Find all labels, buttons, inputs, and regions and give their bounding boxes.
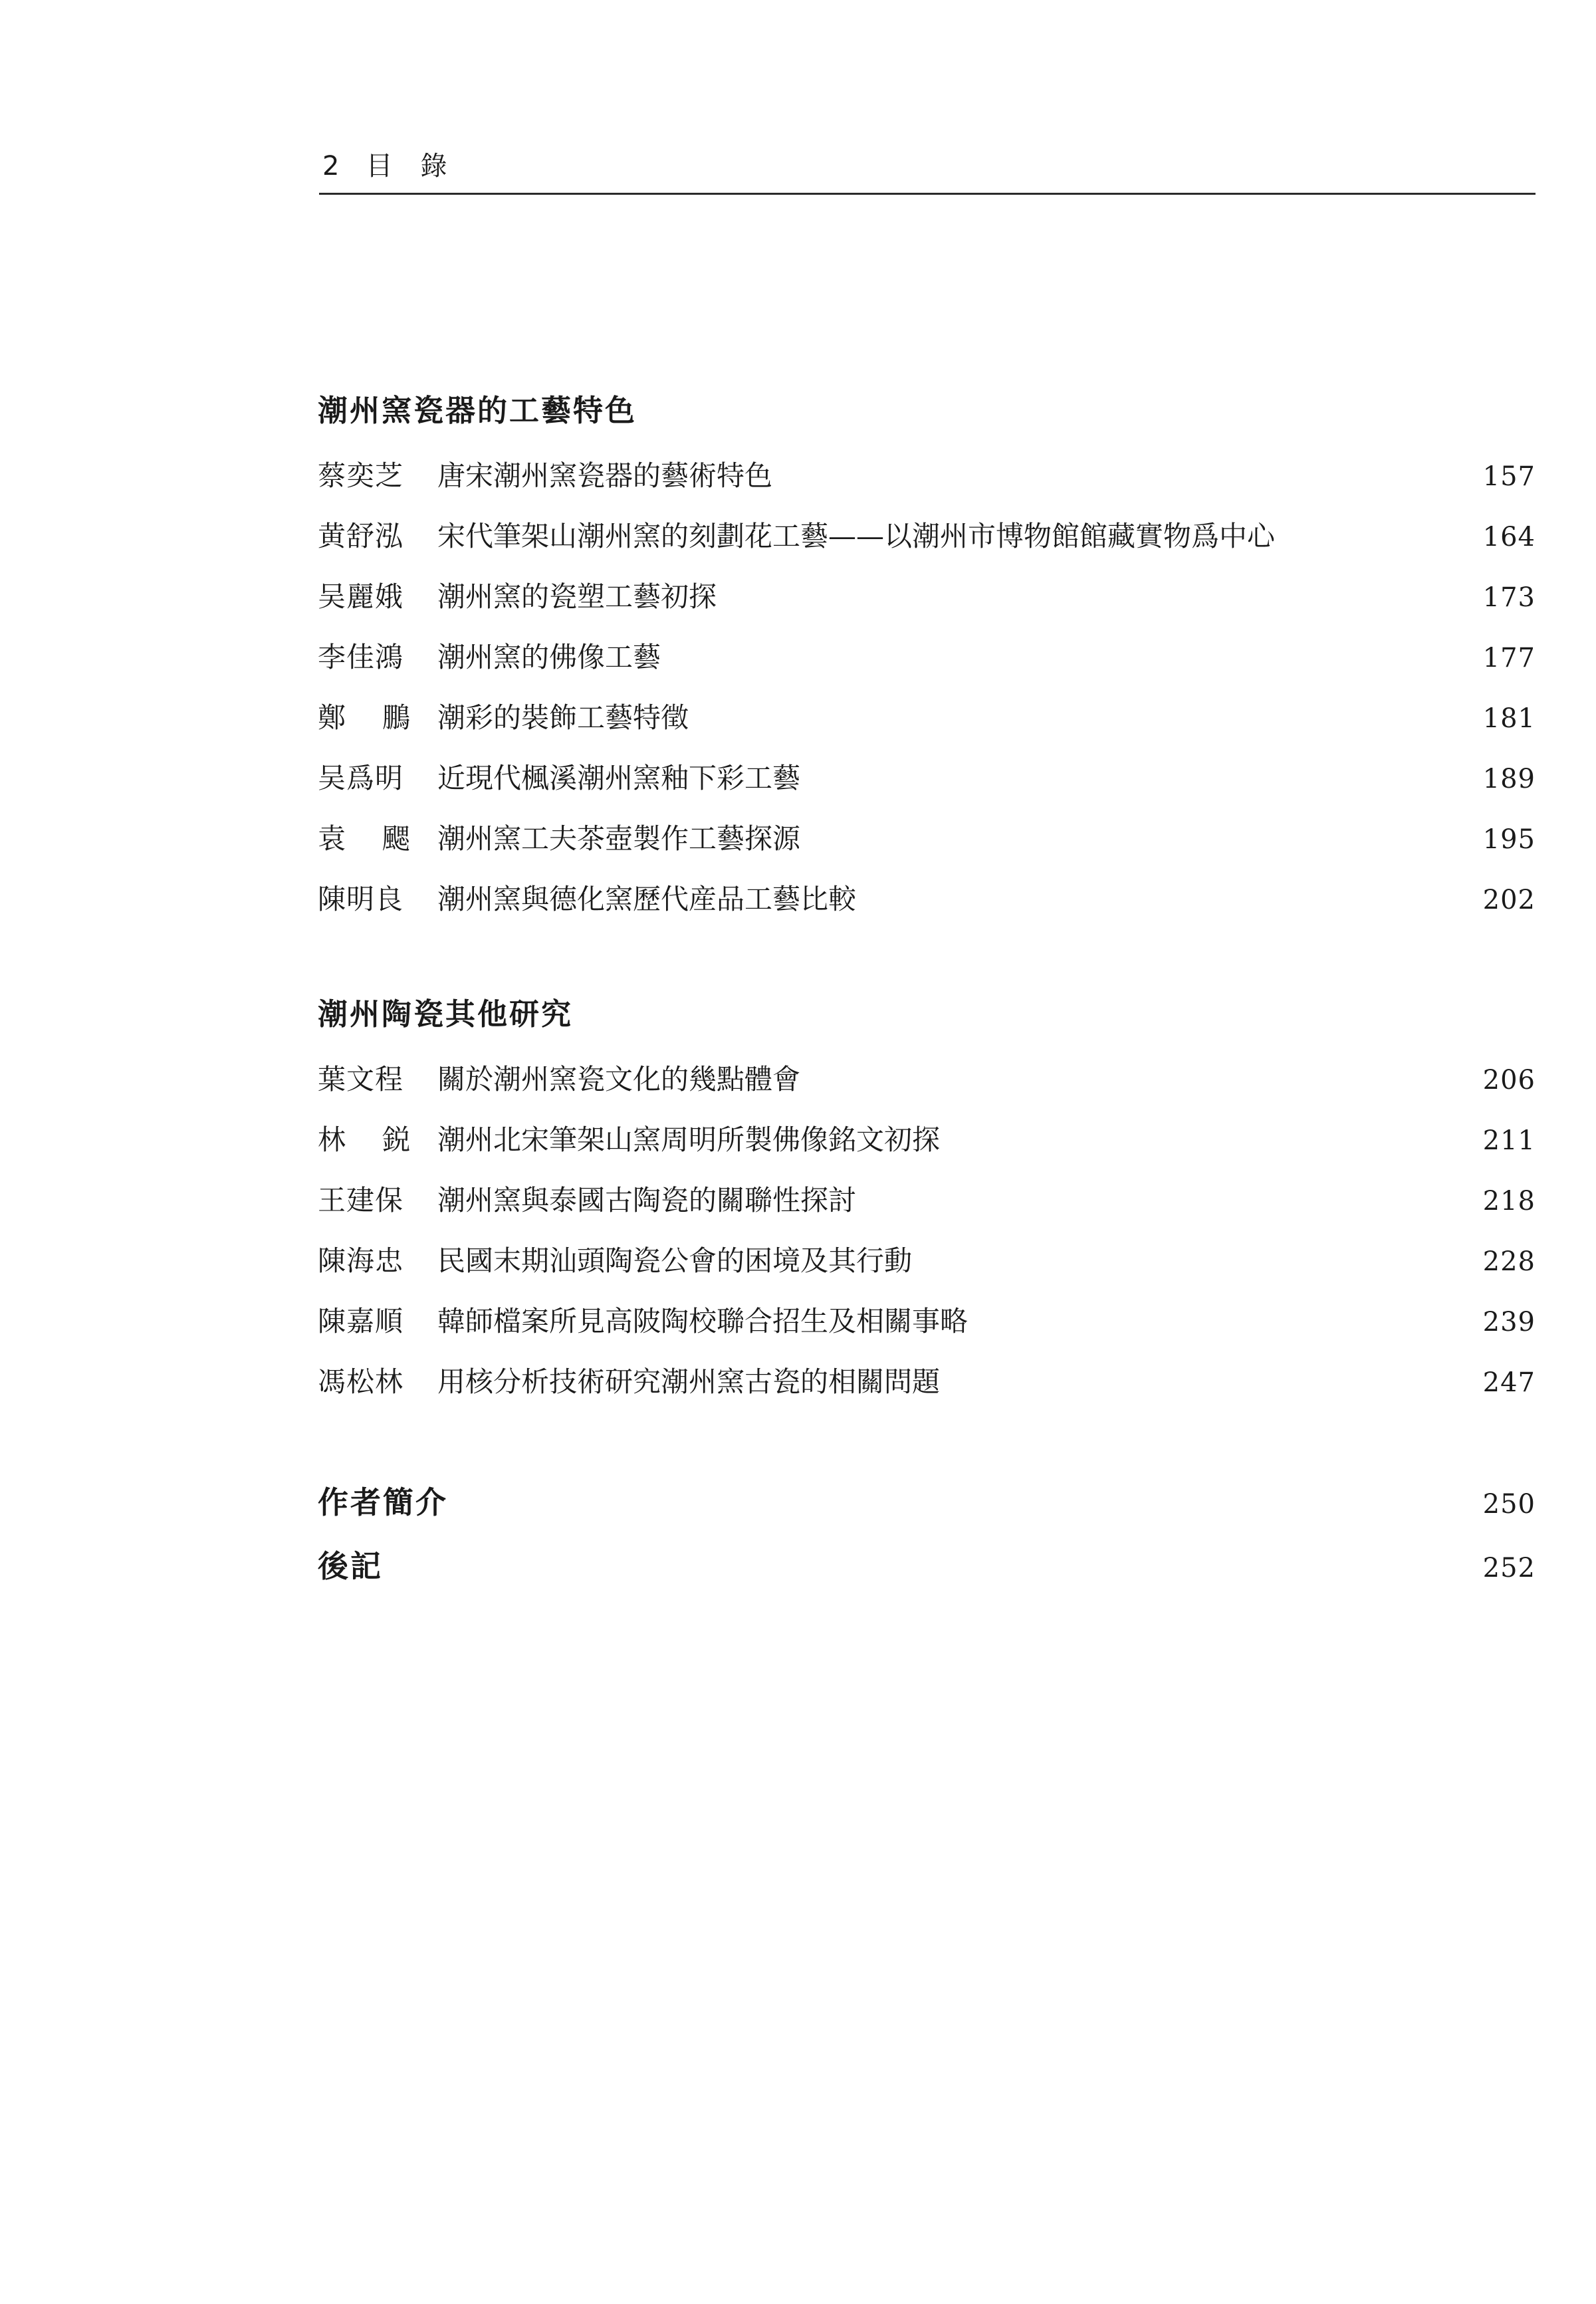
entry-author: 王建保: [318, 1184, 404, 1216]
toc-entry[interactable]: [318, 1291, 1536, 1351]
entry-page-number: 177: [1482, 643, 1536, 673]
entry-page-number: 252: [1482, 1553, 1536, 1583]
entry-title: 關於潮州窯瓷文化的幾點體會: [437, 1063, 801, 1095]
entry-title: 唐宋潮州窯瓷器的藝術特色: [437, 459, 773, 492]
entry-author: 馮松林: [318, 1365, 404, 1398]
back-matter-label: 後記: [318, 1548, 383, 1584]
entry-page-number: 228: [1482, 1246, 1536, 1277]
toc-entry[interactable]: [318, 566, 1536, 627]
entry-page-number: 157: [1482, 461, 1536, 492]
entry-page-number: 181: [1482, 703, 1536, 734]
entry-title: 潮州窯與德化窯歷代産品工藝比較: [437, 883, 857, 915]
toc-entry[interactable]: [318, 1109, 1536, 1170]
entry-author-char: 林: [318, 1123, 347, 1156]
entry-author-char: 颸: [382, 822, 411, 855]
running-head-title-char-1: 目: [366, 151, 394, 181]
entry-title: 用核分析技術研究潮州窯古瓷的相關問題: [437, 1365, 941, 1398]
toc-entry[interactable]: [318, 1230, 1536, 1291]
toc-entry[interactable]: [318, 506, 1536, 566]
entry-page-number: 211: [1482, 1125, 1536, 1156]
toc-section-other-research: [318, 993, 1536, 1412]
entry-page-number: 239: [1482, 1307, 1536, 1337]
entry-page-number: 202: [1482, 885, 1536, 915]
entry-author: 葉文程: [318, 1063, 404, 1095]
entry-title: 潮州窯的瓷塑工藝初探: [437, 580, 717, 613]
entry-author-char: 鋭: [382, 1123, 411, 1156]
entry-author: 陳明良: [318, 883, 404, 915]
entry-title: 潮州北宋筆架山窯周明所製佛像銘文初探: [437, 1123, 941, 1156]
entry-page-number: 206: [1482, 1065, 1536, 1095]
entry-author-char: 鄭: [318, 701, 347, 734]
toc-entry[interactable]: [318, 687, 1536, 748]
header-rule: [319, 193, 1536, 195]
entry-author: 李佳鴻: [318, 641, 404, 673]
entry-title: 民國末期汕頭陶瓷公會的困境及其行動: [437, 1244, 913, 1277]
toc-entry[interactable]: [318, 808, 1536, 869]
entry-title: 韓師檔案所見高陂陶校聯合招生及相關事略: [437, 1305, 969, 1337]
running-head: [322, 145, 448, 183]
toc-entry[interactable]: [318, 1049, 1536, 1109]
entry-title: 潮彩的裝飾工藝特徵: [437, 701, 689, 734]
running-head-page-number: 2: [322, 151, 341, 181]
entry-author-char: 鵬: [382, 701, 411, 734]
entry-title: 潮州窯的佛像工藝: [437, 641, 661, 673]
entry-page-number: 173: [1482, 582, 1536, 613]
toc-entry[interactable]: [318, 748, 1536, 808]
section-title: 潮州窯瓷器的工藝特色: [318, 393, 637, 428]
entry-title: 宋代筆架山潮州窯的刻劃花工藝——以潮州市博物館館藏實物爲中心: [437, 520, 1276, 552]
entry-title: 潮州窯工夫茶壺製作工藝探源: [437, 822, 801, 855]
toc-entry[interactable]: [318, 1351, 1536, 1412]
entry-page-number: 218: [1482, 1186, 1536, 1216]
entry-page-number: 250: [1482, 1489, 1536, 1520]
entry-page-number: 195: [1482, 824, 1536, 855]
toc-entry[interactable]: [318, 445, 1536, 506]
entry-author: [318, 687, 437, 748]
entry-author: 吴麗娥: [318, 580, 404, 613]
running-head-title-char-2: 錄: [420, 151, 449, 181]
entry-author: 陳嘉順: [318, 1305, 404, 1337]
toc-entry-author-bios[interactable]: [318, 1478, 1536, 1532]
entry-author: 陳海忠: [318, 1244, 404, 1277]
section-title: 潮州陶瓷其他研究: [318, 996, 574, 1032]
toc-entry-afterword[interactable]: [318, 1542, 1536, 1595]
toc-entry[interactable]: [318, 869, 1536, 929]
back-matter-label: 作者簡介: [318, 1484, 448, 1520]
toc-section-crafts: [318, 390, 1536, 929]
entry-author: 蔡奕芝: [318, 459, 404, 492]
entry-title: 潮州窯與泰國古陶瓷的關聯性探討: [437, 1184, 857, 1216]
entry-page-number: 247: [1482, 1367, 1536, 1398]
entry-author: [318, 808, 437, 869]
toc-entry[interactable]: [318, 627, 1536, 687]
entry-author: 吴爲明: [318, 762, 404, 794]
toc-entry[interactable]: [318, 1170, 1536, 1230]
entry-author-char: 袁: [318, 822, 347, 855]
entry-title: 近現代楓溪潮州窯釉下彩工藝: [437, 762, 801, 794]
entry-page-number: 189: [1482, 764, 1536, 794]
entry-author: [318, 1109, 437, 1170]
entry-page-number: 164: [1482, 522, 1536, 552]
entry-author: 黄舒泓: [318, 520, 404, 552]
